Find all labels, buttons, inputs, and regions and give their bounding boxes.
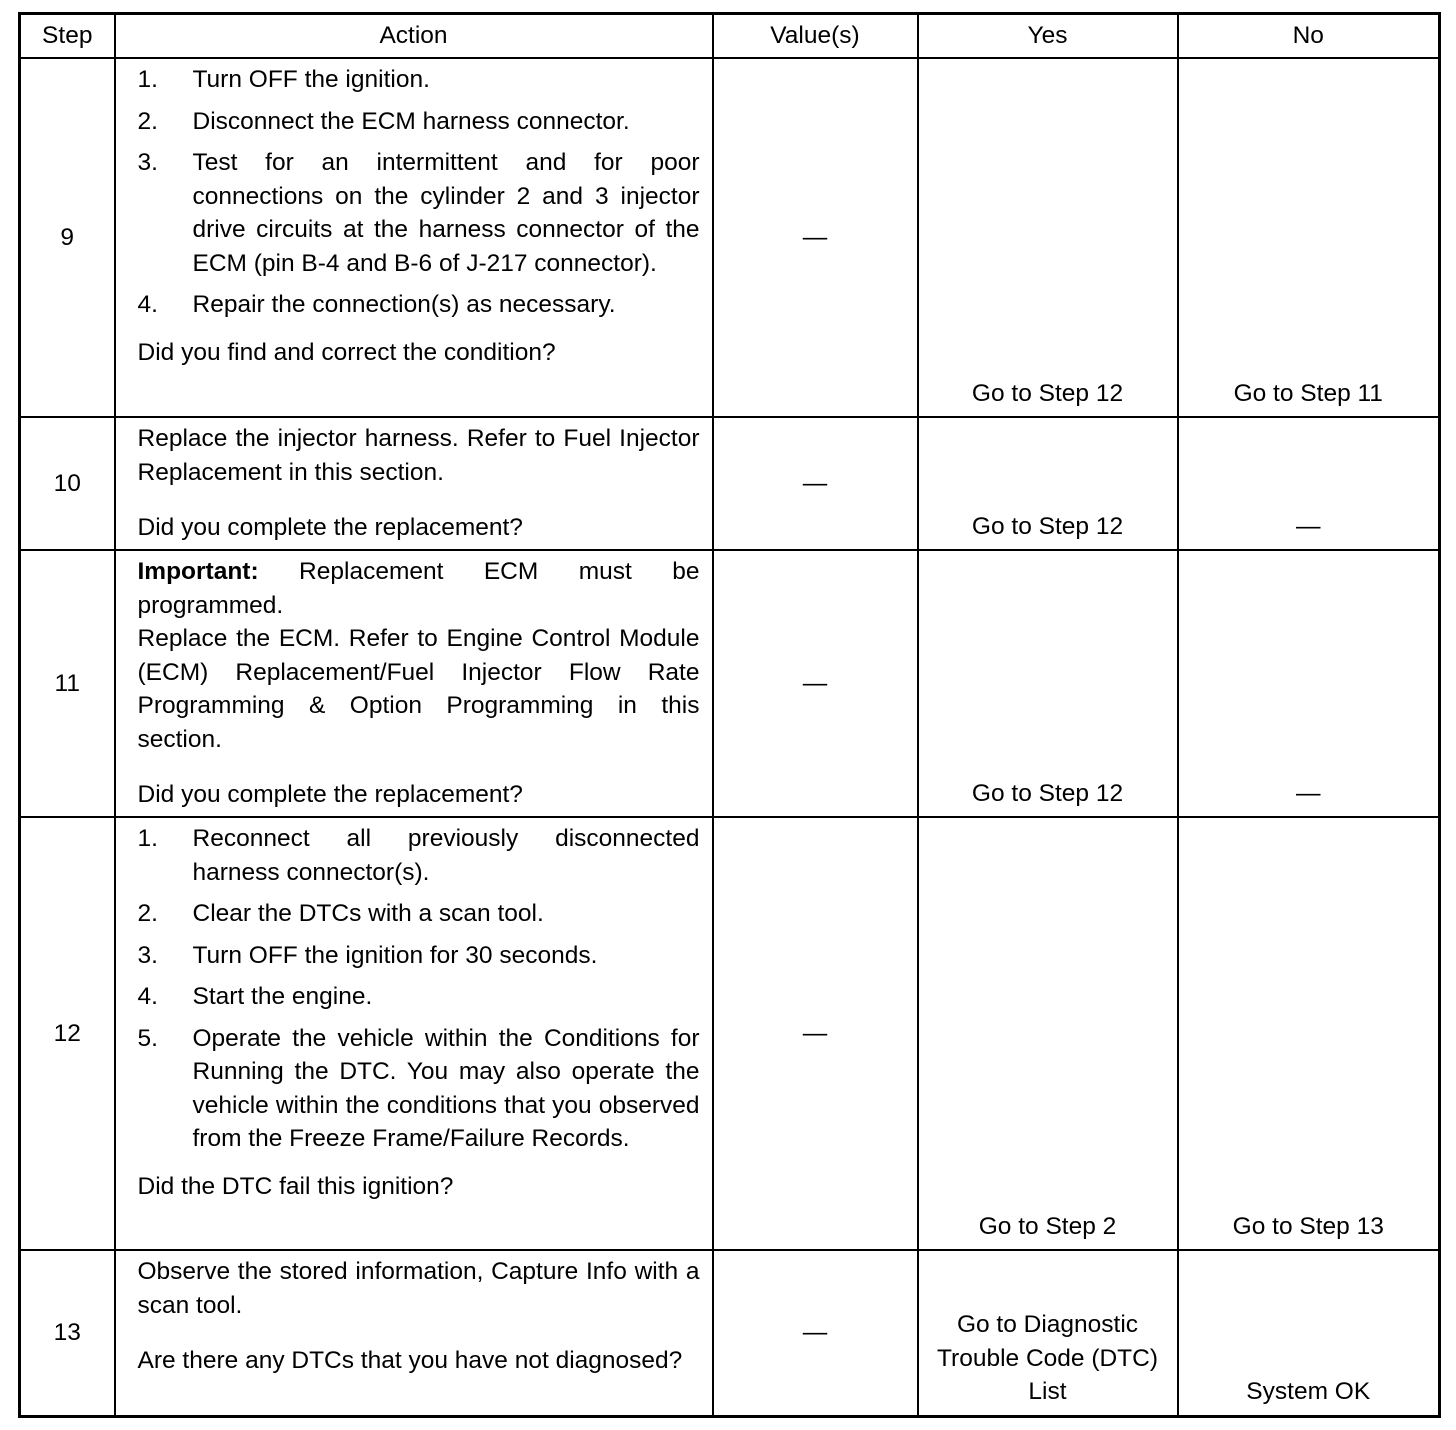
list-item	[138, 146, 700, 280]
action-text: Replace the injector harness. Refer to Fuel Injector Replacement in this section.	[137, 425, 700, 486]
item-number: 1.	[137, 825, 158, 852]
step-number: 10	[20, 417, 115, 550]
item-text: Reconnect all previously disconnected harness connector(s).	[192, 825, 700, 886]
list-item	[138, 105, 700, 139]
list-item	[138, 980, 700, 1014]
question-text: Did the DTC fail this ignition?	[137, 1172, 454, 1200]
list-item	[138, 897, 700, 931]
header-no: No	[1178, 14, 1440, 59]
list-item	[138, 939, 700, 973]
no-cell: Go to Step 13	[1178, 817, 1440, 1250]
question-text: Did you complete the replacement?	[137, 781, 523, 808]
list-item	[138, 822, 700, 889]
yes-cell: Go to Step 12	[918, 417, 1178, 550]
table-row	[20, 1250, 1440, 1416]
header-values: Value(s)	[713, 14, 918, 59]
action-cell	[115, 550, 713, 817]
table-row	[20, 417, 1440, 550]
step-number: 9	[20, 58, 115, 417]
item-text: Turn OFF the ignition for 30 seconds.	[192, 941, 598, 969]
list-item	[138, 288, 700, 322]
header-action: Action	[115, 14, 713, 59]
item-number: 2.	[137, 900, 158, 927]
value-cell: —	[713, 817, 918, 1250]
question-text: Did you find and correct the condition?	[137, 338, 556, 366]
list-item	[138, 63, 700, 97]
item-number: 4.	[137, 983, 158, 1010]
list-item	[138, 1022, 700, 1156]
yes-cell: Go to Step 2	[918, 817, 1178, 1250]
step-number: 12	[20, 817, 115, 1250]
action-cell	[115, 417, 713, 550]
no-cell: —	[1178, 417, 1440, 550]
header-yes: Yes	[918, 14, 1178, 59]
question-text: Did you complete the replacement?	[137, 514, 523, 541]
item-text: Repair the connection(s) as necessary.	[192, 291, 616, 318]
action-text: Observe the stored information, Capture Info with a scan tool.	[137, 1258, 700, 1319]
header-step: Step	[20, 14, 115, 59]
item-text: Test for an intermittent and for poor connections on the cylinder 2 and 3 injector drive circuits at the harness connector of the ECM (pin B-4 and B-6 of J-217 connector).	[192, 149, 700, 277]
action-cell	[115, 1250, 713, 1416]
value-cell: —	[713, 417, 918, 550]
item-number: 3.	[137, 149, 158, 176]
important-label: Important:	[137, 558, 259, 585]
item-text: Start the engine.	[192, 983, 373, 1010]
value-cell: —	[713, 1250, 918, 1416]
yes-cell: Go to Step 12	[918, 550, 1178, 817]
item-number: 5.	[137, 1024, 158, 1052]
action-text: Replace the ECM. Refer to Engine Control Module (ECM) Replacement/Fuel Injector Flow Rate Programming & Option Programming in this section.	[137, 625, 700, 753]
value-cell: —	[713, 550, 918, 817]
item-text: Operate the vehicle within the Conditions for Running the DTC. You may also operate the vehicle within the conditions that you observed from the Freeze Frame/Failure Records.	[192, 1024, 700, 1152]
important-text: Replacement ECM must be programmed.	[137, 558, 700, 619]
no-cell: Go to Step 11	[1178, 58, 1440, 417]
item-number: 3.	[137, 941, 158, 969]
value-cell: —	[713, 58, 918, 417]
no-cell: System OK	[1178, 1250, 1440, 1416]
yes-cell: Go to Diagnostic Trouble Code (DTC) List	[918, 1250, 1178, 1416]
step-number: 13	[20, 1250, 115, 1416]
item-number: 4.	[137, 291, 158, 318]
question-text: Are there any DTCs that you have not diagnosed?	[137, 1347, 683, 1374]
diagnostic-table	[18, 12, 1441, 1418]
table-row	[20, 550, 1440, 817]
table-row	[20, 817, 1440, 1250]
item-text: Clear the DTCs with a scan tool.	[192, 900, 544, 927]
yes-cell: Go to Step 12	[918, 58, 1178, 417]
item-number: 2.	[137, 107, 158, 135]
action-cell	[115, 817, 713, 1250]
important-note	[138, 555, 700, 622]
item-number: 1.	[137, 66, 158, 93]
no-cell: —	[1178, 550, 1440, 817]
action-cell	[115, 58, 713, 417]
item-text: Disconnect the ECM harness connector.	[192, 107, 630, 135]
header-row	[20, 14, 1440, 59]
table-row	[20, 58, 1440, 417]
item-text: Turn OFF the ignition.	[192, 66, 430, 93]
step-number: 11	[20, 550, 115, 817]
